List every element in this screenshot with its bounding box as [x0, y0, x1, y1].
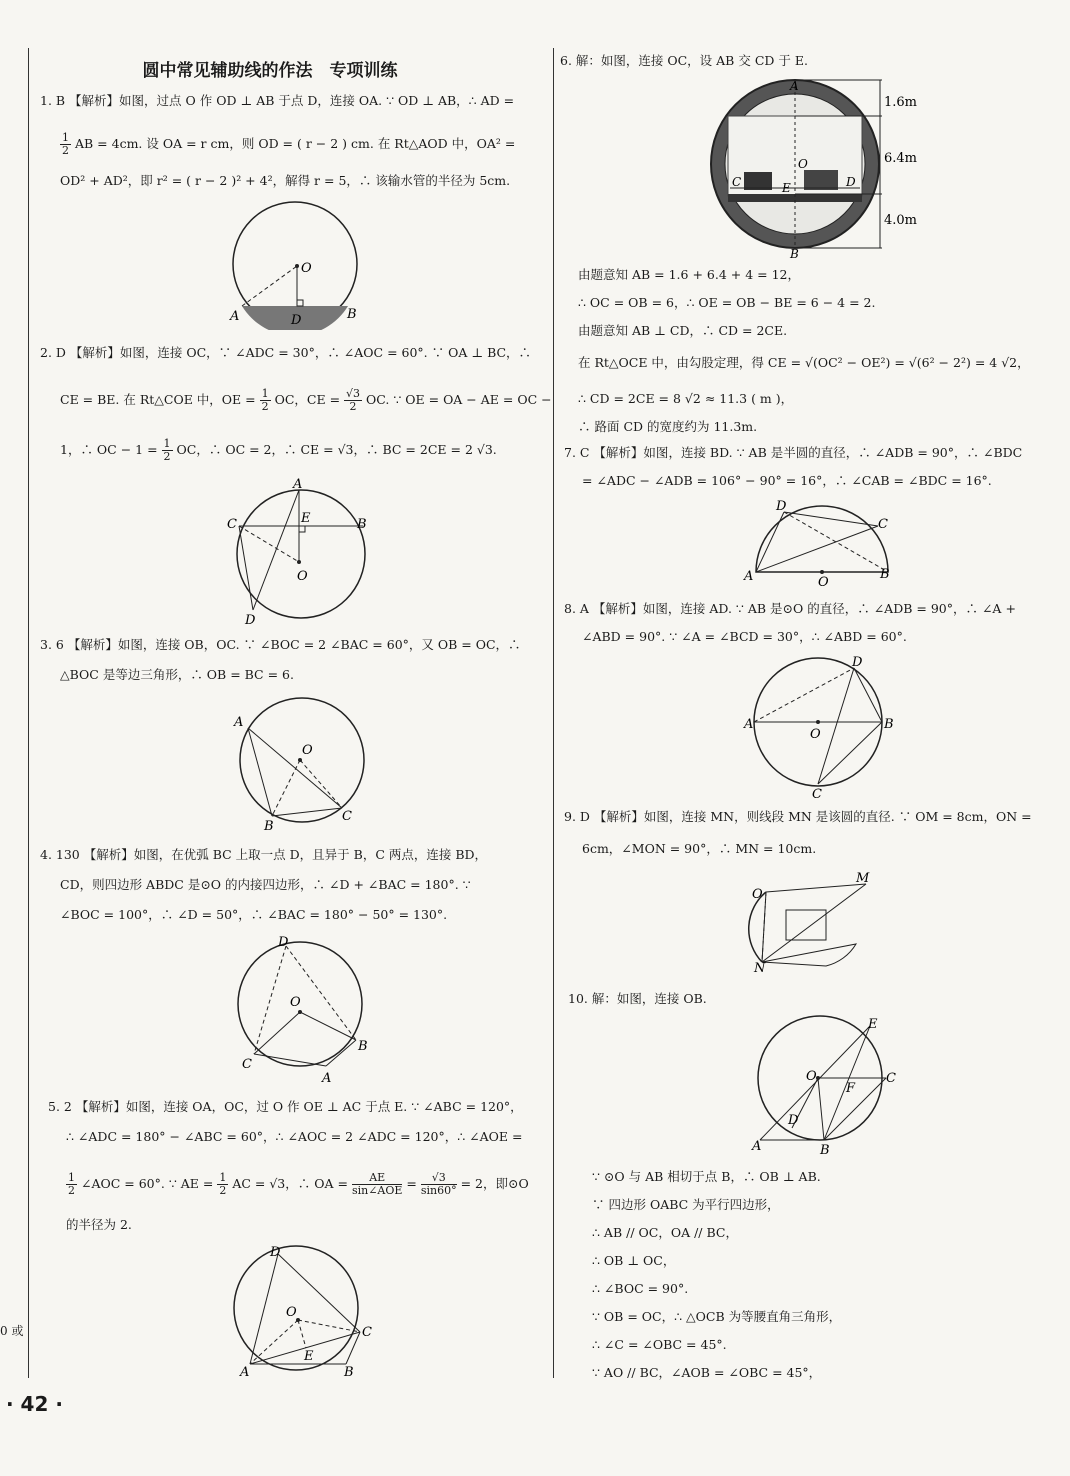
column-divider — [553, 48, 554, 1378]
q5-line-2: ∴ ∠ADC = 180° − ∠ABC = 60°，∴ ∠AOC = 2 ∠ADC = 120°，∴ ∠AOE = — [66, 1129, 523, 1144]
svg-text:O: O — [286, 1305, 297, 1320]
svg-text:O: O — [818, 575, 829, 590]
q5-line-3: $\frac{1}{2}$ ∠AOC = 60°. ∵ AE = $\frac{1}{2}$ AC = √3，∴ OA = $\frac{AE}{\text{sin∠AOE}}$ = $\frac{√3}{\sin 60^\circ}$ = 2，即⊙O — [68, 1171, 529, 1197]
q6-line-2: 由题意知 AB = 1.6 + 6.4 + 4 = 12， — [578, 267, 800, 282]
q7-line-1: 7. C 【解析】如图，连接 BD. ∵ AB 是半圆的直径，∴ ∠ADB = 90°，∴ ∠BDC — [564, 445, 1023, 460]
q1-line-1: 1. B 【解析】如图，过点 O 作 OD ⊥ AB 于点 D，连接 OA. ∵ OD ⊥ AB，∴ AD = — [40, 93, 515, 108]
svg-text:O: O — [798, 157, 808, 171]
figure-10 — [750, 1012, 910, 1158]
svg-text:E: E — [868, 1017, 878, 1032]
svg-text:C: C — [732, 175, 742, 189]
svg-text:B: B — [884, 717, 894, 732]
q9-line-1: 9. D 【解析】如图，连接 MN，则线段 MN 是该圆的直径. ∵ OM = 8cm，ON = — [564, 809, 1032, 824]
q10-line-5: ∴ OB ⊥ OC， — [592, 1253, 676, 1268]
figure-3 — [230, 694, 370, 834]
figure-5 — [228, 1242, 378, 1382]
svg-text:D: D — [776, 499, 787, 514]
f1-label-o: O — [301, 261, 312, 276]
q10-line-9: ∵ AO // BC，∠AOB = ∠OBC = 45°， — [592, 1365, 822, 1380]
figure-8 — [740, 650, 900, 800]
q10-line-4: ∴ AB // OC，OA // BC， — [592, 1225, 738, 1240]
edge-text: 0 或 — [0, 1324, 24, 1338]
q10-line-8: ∴ ∠C = ∠OBC = 45°. — [592, 1337, 727, 1352]
svg-text:A: A — [744, 569, 754, 584]
svg-text:A: A — [240, 1365, 250, 1380]
svg-text:O: O — [752, 887, 763, 902]
svg-text:A: A — [322, 1071, 332, 1086]
q2-line-3: 1，∴ OC − 1 = $\frac{1}{2}$ OC，∴ OC = 2，∴ CE = √3，∴ BC = 2CE = 2 √3. — [60, 437, 497, 463]
f1-label-d: D — [291, 313, 302, 328]
q10-line-6: ∴ ∠BOC = 90°. — [592, 1281, 689, 1296]
q4-line-3: ∠BOC = 100°，∴ ∠D = 50°，∴ ∠BAC = 180° − 50° = 130°. — [60, 907, 448, 922]
svg-text:C: C — [886, 1071, 896, 1086]
svg-text:B: B — [358, 1039, 368, 1054]
q6-line-3: ∴ OC = OB = 6，∴ OE = OB − BE = 6 − 4 = 2. — [578, 295, 876, 310]
q1-line-3: OD² + AD²，即 r² = ( r − 2 )² + 4²，解得 r = 5，∴ 该输水管的半径为 5cm. — [60, 173, 511, 188]
svg-text:E: E — [304, 1349, 314, 1364]
q4-line-2: CD，则四边形 ABDC 是⊙O 的内接四边形，∴ ∠D + ∠BAC = 180°. ∵ — [60, 877, 471, 892]
q10-line-2: ∵ ⊙O 与 AB 相切于点 B，∴ OB ⊥ AB. — [592, 1169, 821, 1184]
left-margin-line — [28, 48, 29, 1378]
svg-text:D: D — [846, 175, 856, 189]
q3-line-2: △BOC 是等边三角形，∴ OB = BC = 6. — [60, 667, 294, 682]
svg-text:C: C — [878, 517, 888, 532]
svg-text:B: B — [264, 819, 274, 834]
svg-text:M: M — [856, 871, 870, 886]
svg-text:N: N — [754, 961, 766, 976]
q3-line-1: 3. 6 【解析】如图，连接 OB，OC. ∵ ∠BOC = 2 ∠BAC = 60°，又 OB = OC，∴ — [40, 637, 521, 652]
q4-line-1: 4. 130 【解析】如图，在优弧 BC 上取一点 D，且异于 B，C 两点，连接 BD， — [40, 847, 488, 862]
figure-2 — [225, 476, 375, 626]
q7-line-2: = ∠ADC − ∠ADB = 106° − 90° = 16°，∴ ∠CAB = ∠BDC = 16°. — [582, 473, 992, 488]
q6-line-6: ∴ CD = 2CE = 8 √2 ≈ 11.3 ( m )， — [578, 391, 794, 406]
q6-line-5: 在 Rt△OCE 中，由勾股定理，得 CE = √(OC² − OE²) = √(6² − 2²) = 4 √2， — [578, 355, 1030, 370]
svg-text:D: D — [278, 935, 289, 950]
svg-text:A: A — [790, 79, 799, 93]
q5-line-1: 5. 2 【解析】如图，连接 OA，OC，过 O 作 OE ⊥ AC 于点 E. ∵ ∠ABC = 120°， — [48, 1099, 523, 1114]
svg-text:O: O — [297, 569, 308, 584]
svg-text:A: A — [293, 477, 303, 492]
svg-text:C: C — [362, 1325, 372, 1340]
q1-frac: $\frac{1}{2}$ — [62, 131, 69, 157]
svg-text:B: B — [344, 1365, 354, 1380]
q10-line-7: ∵ OB = OC，∴ △OCB 为等腰直角三角形， — [592, 1309, 842, 1324]
svg-text:O: O — [302, 743, 313, 758]
svg-text:A: A — [752, 1139, 762, 1154]
svg-text:E: E — [301, 511, 311, 526]
figure-7 — [740, 496, 900, 590]
q2-line-1: 2. D 【解析】如图，连接 OC，∵ ∠ADC = 30°，∴ ∠AOC = 60°. ∵ OA ⊥ BC，∴ — [40, 345, 532, 360]
page-number: · 42 · — [6, 1392, 63, 1416]
svg-text:D: D — [852, 655, 863, 670]
svg-text:E: E — [782, 181, 791, 195]
svg-text:C: C — [227, 517, 237, 532]
q5-line-4: 的半径为 2. — [66, 1217, 132, 1232]
figure-4 — [230, 934, 380, 1086]
svg-text:C: C — [242, 1057, 252, 1072]
q10-line-1: 10. 解：如图，连接 OB. — [568, 991, 707, 1006]
svg-text:6.4m: 6.4m — [884, 151, 918, 166]
svg-text:B: B — [880, 567, 890, 582]
q8-line-1: 8. A 【解析】如图，连接 AD. ∵ AB 是⊙O 的直径，∴ ∠ADB = 90°，∴ ∠A + — [564, 601, 1016, 616]
q2-line-2: CE = BE. 在 Rt△COE 中，OE = $\frac{1}{2}$ OC，CE = $\frac{√3}{2}$ OC. ∵ OE = OA − AE = OC − — [60, 387, 552, 413]
svg-text:D: D — [270, 1245, 281, 1260]
f1-label-a: A — [230, 309, 240, 324]
svg-text:O: O — [290, 995, 301, 1010]
svg-text:O: O — [810, 727, 821, 742]
svg-text:1.6m: 1.6m — [884, 95, 918, 110]
q9-line-2: 6cm，∠MON = 90°，∴ MN = 10cm. — [582, 841, 817, 856]
q8-line-2: ∠ABD = 90°. ∵ ∠A = ∠BCD = 30°，∴ ∠ABD = 60°. — [582, 629, 907, 644]
svg-text:O: O — [806, 1069, 817, 1084]
svg-text:D: D — [788, 1113, 799, 1128]
svg-text:F: F — [846, 1081, 856, 1096]
q6-line-4: 由题意知 AB ⊥ CD，∴ CD = 2CE. — [578, 323, 788, 338]
svg-text:D: D — [245, 613, 256, 626]
page-title: 圆中常见辅助线的作法 专项训练 — [142, 61, 398, 81]
q10-line-3: ∵ 四边形 OABC 为平行四边形， — [592, 1197, 780, 1212]
q6-line-1: 6. 解：如图，连接 OC，设 AB 交 CD 于 E. — [560, 53, 808, 68]
svg-text:B: B — [820, 1143, 830, 1158]
q1-line-2: $\frac{1}{2}$ AB = 4cm. 设 OA = r cm，则 OD = ( r − 2 ) cm. 在 Rt△AOD 中，OA² = — [62, 131, 516, 157]
q6-line-7: ∴ 路面 CD 的宽度约为 11.3m. — [578, 419, 758, 434]
svg-text:4.0m: 4.0m — [884, 213, 918, 228]
svg-text:A: A — [234, 715, 244, 730]
figure-6-tunnel — [700, 76, 930, 260]
f1-label-b: B — [347, 307, 357, 322]
svg-text:C: C — [342, 809, 352, 824]
svg-text:B: B — [790, 247, 799, 260]
svg-text:C: C — [812, 787, 822, 800]
figure-1 — [225, 200, 365, 330]
figure-9 — [746, 866, 896, 976]
svg-text:B: B — [357, 517, 367, 532]
svg-text:A: A — [744, 717, 754, 732]
